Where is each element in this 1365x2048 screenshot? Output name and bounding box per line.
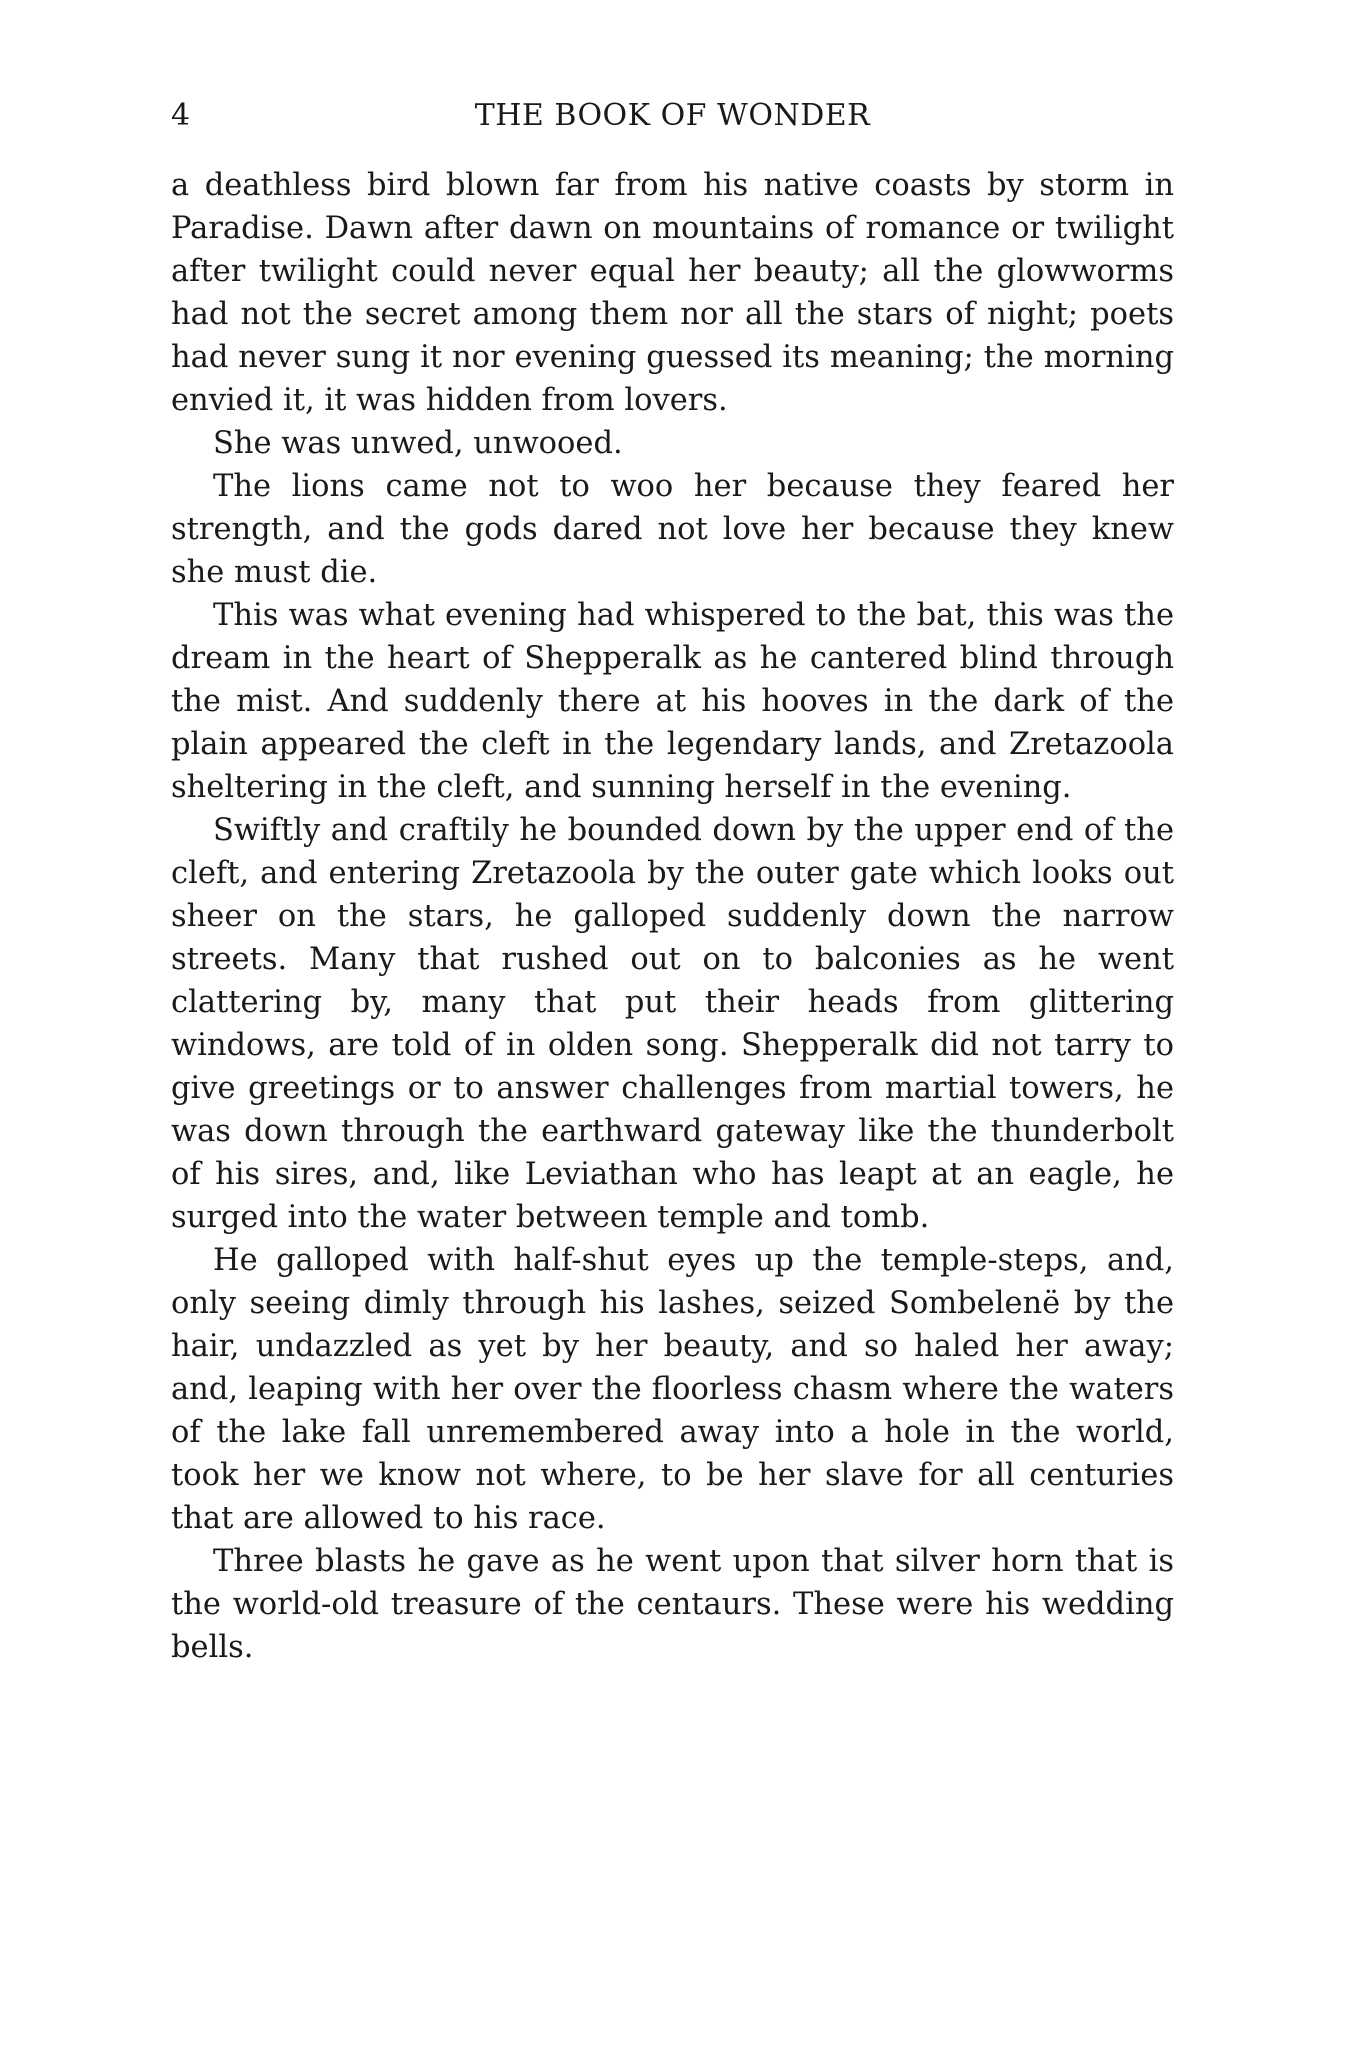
paragraph: a deathless bird blown far from his native coasts by storm in Paradise. Dawn after dawn on mountains of romance or twilight after twilight could never equal her beauty; all the glowworms had not the secret among them nor all the stars of night; poets had never sung it nor evening guessed its meaning; the morning envied it, it was hidden from lovers. bbox=[171, 168, 1174, 418]
paragraph: Three blasts he gave as he went upon that silver horn that is the world-old treasure of the centaurs. These were his wedding bells. bbox=[171, 1544, 1174, 1665]
paragraph: She was unwed, unwooed. bbox=[213, 426, 623, 461]
paragraph: This was what evening had whispered to the bat, this was the dream in the heart of Shepperalk as he cantered blind through the mist. And suddenly there at his hooves in the dark of the plain appeared the cleft in the legendary lands, and Zretazoola sheltering in the cleft, and sunning herself in the evening. bbox=[171, 598, 1174, 805]
running-head bbox=[171, 96, 1174, 136]
running-title: THE BOOK OF WONDER bbox=[474, 98, 871, 133]
body-text bbox=[171, 164, 1174, 1669]
paragraph: The lions came not to woo her because they feared her strength, and the gods dared not love her because they knew she must die. bbox=[171, 469, 1174, 590]
paragraph: Swiftly and craftily he bounded down by the upper end of the cleft, and entering Zretazoola by the outer gate which looks out sheer on the stars, he galloped suddenly down the narrow streets. Many that rushed out on to balconies as he went clattering by, many that put their heads from glittering windows, are told of in olden song. Shepperalk did not tarry to give greetings or to answer challenges from martial towers, he was down through the earthward gateway like the thunderbolt of his sires, and, like Leviathan who has leapt at an eagle, he surged into the water between temple and tomb. bbox=[171, 813, 1174, 1235]
page-number: 4 bbox=[171, 98, 191, 133]
paragraph: He galloped with half-shut eyes up the temple-steps, and, only seeing dimly through his lashes, seized Sombelenë by the hair, undazzled as yet by her beauty, and so haled her away; and, leaping with her over the floorless chasm where the waters of the lake fall unremembered away into a hole in the world, took her we know not where, to be her slave for all centuries that are allowed to his race. bbox=[171, 1243, 1174, 1536]
